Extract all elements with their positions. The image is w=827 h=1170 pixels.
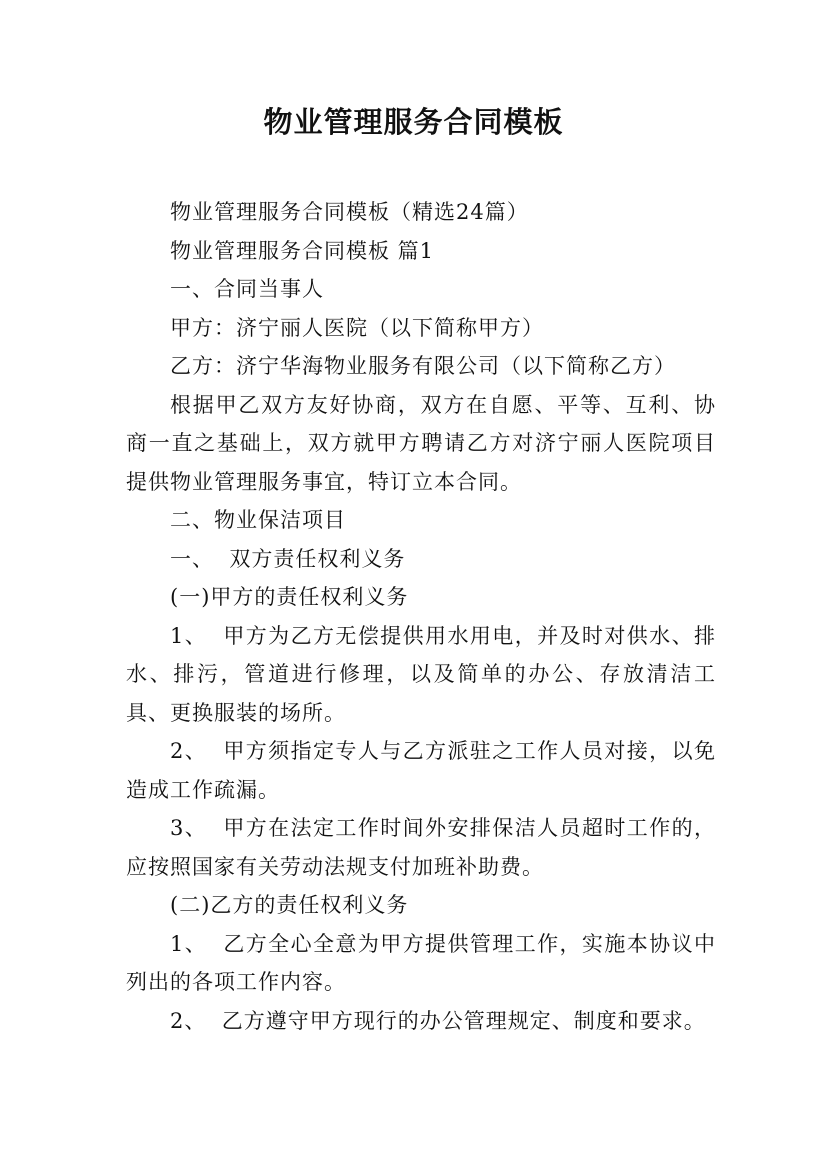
paragraph: 1、 乙方全心全意为甲方提供管理工作，实施本协议中列出的各项工作内容。 bbox=[126, 931, 716, 994]
paragraph: (二)乙方的责任权利义务 bbox=[170, 893, 409, 917]
document-title: 物业管理服务合同模板 bbox=[263, 105, 564, 139]
paragraph: 甲方：济宁丽人医院（以下简称甲方） bbox=[170, 315, 544, 340]
paragraph: 物业管理服务合同模板 篇1 bbox=[170, 238, 435, 263]
paragraph: 一、 双方责任权利义务 bbox=[170, 546, 406, 571]
paragraph: 2、 甲方须指定专人与乙方派驻之工作人员对接，以免造成工作疏漏。 bbox=[126, 739, 716, 802]
paragraph: 根据甲乙双方友好协商，双方在自愿、平等、互利、协商一直之基础上，双方就甲方聘请乙方对济宁丽人医院项目提供物业管理服务事宜，特订立本合同。 bbox=[126, 392, 716, 494]
paragraph: 2、 乙方遵守甲方现行的办公管理规定、制度和要求。 bbox=[170, 1008, 706, 1033]
paragraph: 3、 甲方在法定工作时间外安排保洁人员超时工作的，应按照国家有关劳动法规支付加班补助费。 bbox=[126, 816, 716, 879]
paragraph: (一)甲方的责任权利义务 bbox=[170, 585, 409, 609]
document-body bbox=[126, 193, 716, 1040]
paragraph: 一、合同当事人 bbox=[170, 277, 324, 301]
paragraph: 1、 甲方为乙方无偿提供用水用电，并及时对供水、排水、排污，管道进行修理，以及简单的办公、存放清洁工具、更换服装的场所。 bbox=[126, 623, 716, 725]
paragraph: 物业管理服务合同模板（精选24篇） bbox=[170, 200, 529, 224]
paragraph: 乙方：济宁华海物业服务有限公司（以下简称乙方） bbox=[170, 354, 676, 378]
paragraph: 二、物业保洁项目 bbox=[170, 508, 346, 532]
